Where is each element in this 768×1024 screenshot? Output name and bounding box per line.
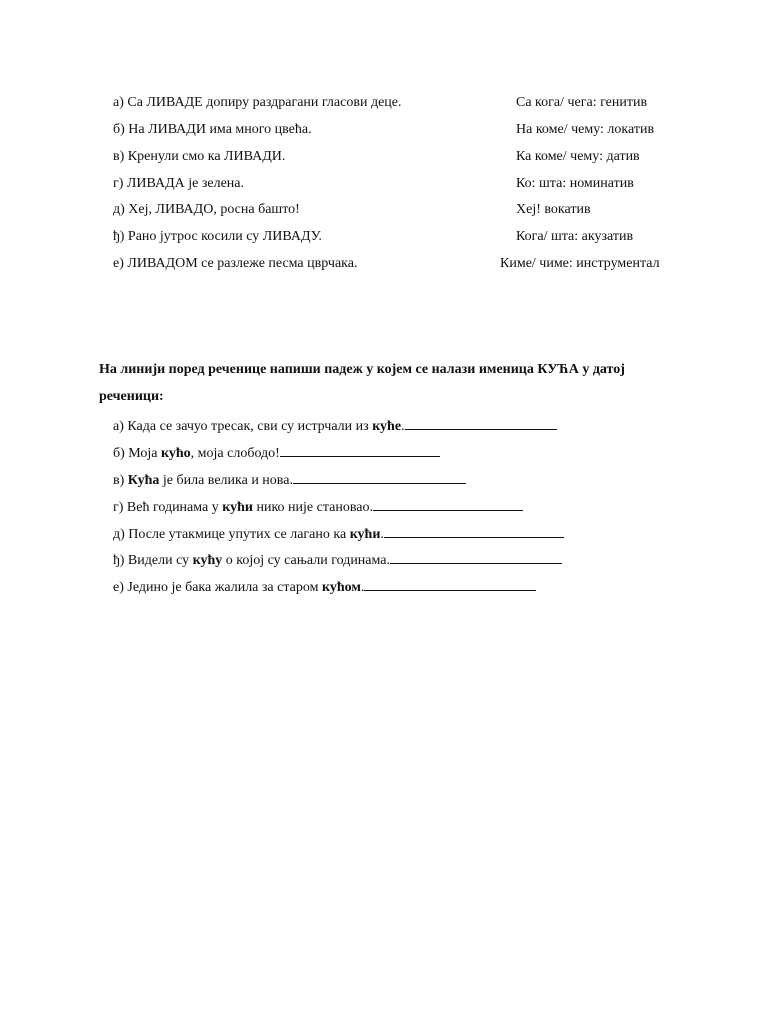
example-case: Хеј! вокатив	[516, 202, 591, 217]
example-case: На коме/ чему: локатив	[516, 122, 655, 137]
highlighted-word: кући	[349, 527, 381, 542]
item-text: д) После утакмице упутих се лагано ка	[113, 527, 350, 542]
example-sentence: д) Хеј, ЛИВАДО, росна башто!	[113, 202, 300, 217]
example-case: Киме/ чиме: инструментал	[500, 256, 660, 271]
answer-line[interactable]	[280, 442, 440, 457]
item-text: о којој су сањали годинама.	[222, 553, 390, 568]
item-text: в)	[113, 473, 128, 488]
example-sentence: г) ЛИВАДА је зелена.	[113, 176, 244, 191]
item-text: а) Када се зачуо тресак, сви су истрчали из	[113, 419, 373, 434]
task-item	[113, 442, 440, 463]
example-case: Ка коме/ чему: датив	[516, 149, 640, 164]
highlighted-word: куће	[372, 419, 402, 434]
task-instruction-continued: реченици:	[99, 389, 164, 404]
highlighted-word: Кућа	[127, 473, 160, 488]
item-text: је била велика и нова.	[159, 473, 293, 488]
answer-line[interactable]	[364, 576, 536, 591]
task-item	[113, 576, 536, 597]
answer-line[interactable]	[293, 469, 466, 484]
item-text: б) Моја	[113, 446, 161, 461]
task-item	[113, 523, 564, 544]
item-text: е) Једино је бака жалила за старом	[113, 580, 322, 595]
item-text: .	[360, 580, 365, 595]
task-item	[113, 469, 466, 490]
task-instruction: На линији поред реченице напиши падеж у којем се налази именица КУЋА у датој	[99, 362, 625, 377]
item-text: .	[380, 527, 384, 542]
example-case: Са кога/ чега: генитив	[516, 95, 648, 110]
example-sentence: ђ) Рано јутрос косили су ЛИВАДУ.	[113, 229, 322, 244]
answer-line[interactable]	[384, 523, 564, 538]
answer-line[interactable]	[373, 496, 523, 511]
example-sentence: е) ЛИВАДОМ се разлеже песма цврчака.	[113, 256, 358, 271]
answer-line[interactable]	[390, 549, 562, 564]
item-text: нико није становао.	[252, 500, 373, 515]
example-sentence: а) Са ЛИВАДЕ допиру раздрагани гласови деце.	[113, 95, 402, 110]
task-item	[113, 549, 562, 570]
highlighted-word: кућу	[192, 553, 223, 568]
task-item	[113, 496, 523, 517]
item-text: ђ) Видели су	[113, 553, 193, 568]
example-case: Кога/ шта: акузатив	[516, 229, 634, 244]
example-sentence: в) Кренули смо ка ЛИВАДИ.	[113, 149, 286, 164]
example-sentence: б) На ЛИВАДИ има много цвећа.	[113, 122, 312, 137]
example-case: Ко: шта: номинатив	[516, 176, 634, 191]
item-text: г) Већ годинама у	[113, 500, 223, 515]
task-item	[113, 415, 557, 436]
highlighted-word: кући	[222, 500, 253, 515]
answer-line[interactable]	[405, 415, 557, 430]
highlighted-word: кућом	[321, 580, 361, 595]
item-text: , моја слободо!	[190, 446, 280, 461]
item-text: .	[401, 419, 405, 434]
highlighted-word: кућо	[161, 446, 191, 461]
